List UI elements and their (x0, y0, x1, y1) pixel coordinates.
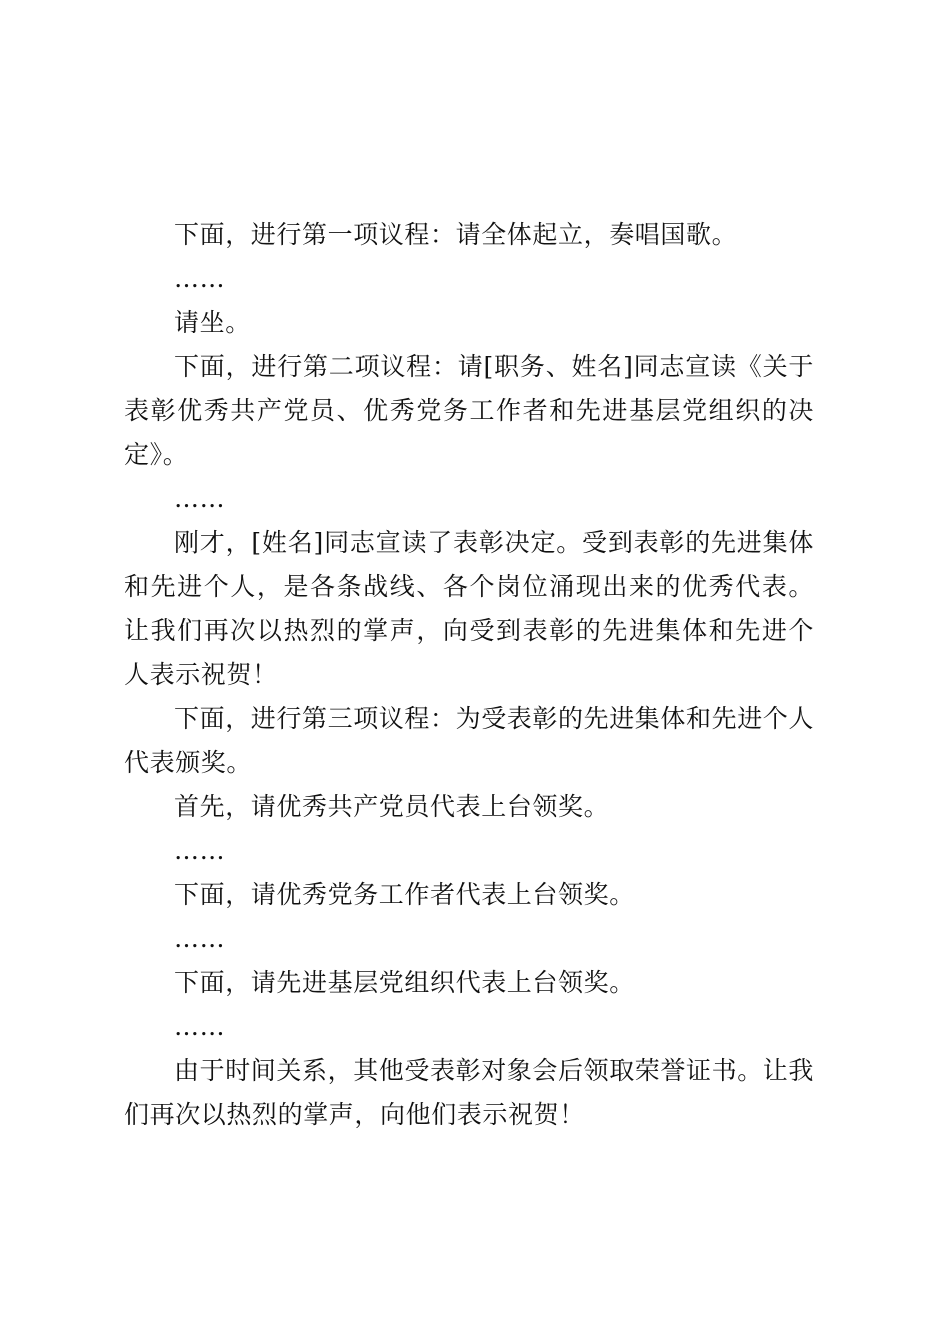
paragraph-agenda-two: 下面，进行第二项议程：请[职务、姓名]同志宣读《关于表彰优秀共产党员、优秀党务工作者和先进基层党组织的决定》。 (124, 352, 814, 469)
paragraph-closing: 由于时间关系，其他受表彰对象会后领取荣誉证书。让我们再次以热烈的掌声，向他们表示祝贺！ (124, 1056, 815, 1129)
paragraph-award-organizations: 下面，请先进基层党组织代表上台领奖。 (174, 968, 635, 997)
paragraph-ellipsis: …… (174, 484, 226, 513)
paragraph-agenda-three: 下面，进行第三项议程：为受表彰的先进集体和先进个人代表颁奖。 (124, 704, 815, 777)
paragraph-congratulations: 刚才，[姓名]同志宣读了表彰决定。受到表彰的先进集体和先进个人，是各条战线、各个岗位涌现出来的优秀代表。让我们再次以热烈的掌声，向受到表彰的先进集体和先进个人表示祝贺！ (124, 528, 814, 689)
paragraph-ellipsis: …… (174, 1012, 226, 1041)
paragraph-ellipsis: …… (174, 924, 226, 953)
document-body (124, 213, 814, 1137)
paragraph-award-party-workers: 下面，请优秀党务工作者代表上台领奖。 (174, 880, 635, 909)
paragraph-please-sit: 请坐。 (174, 308, 251, 337)
paragraph-ellipsis: …… (174, 264, 226, 293)
paragraph-award-party-members: 首先，请优秀共产党员代表上台领奖。 (174, 792, 610, 821)
paragraph-agenda-one: 下面，进行第一项议程：请全体起立，奏唱国歌。 (174, 220, 738, 249)
paragraph-ellipsis: …… (174, 836, 226, 865)
